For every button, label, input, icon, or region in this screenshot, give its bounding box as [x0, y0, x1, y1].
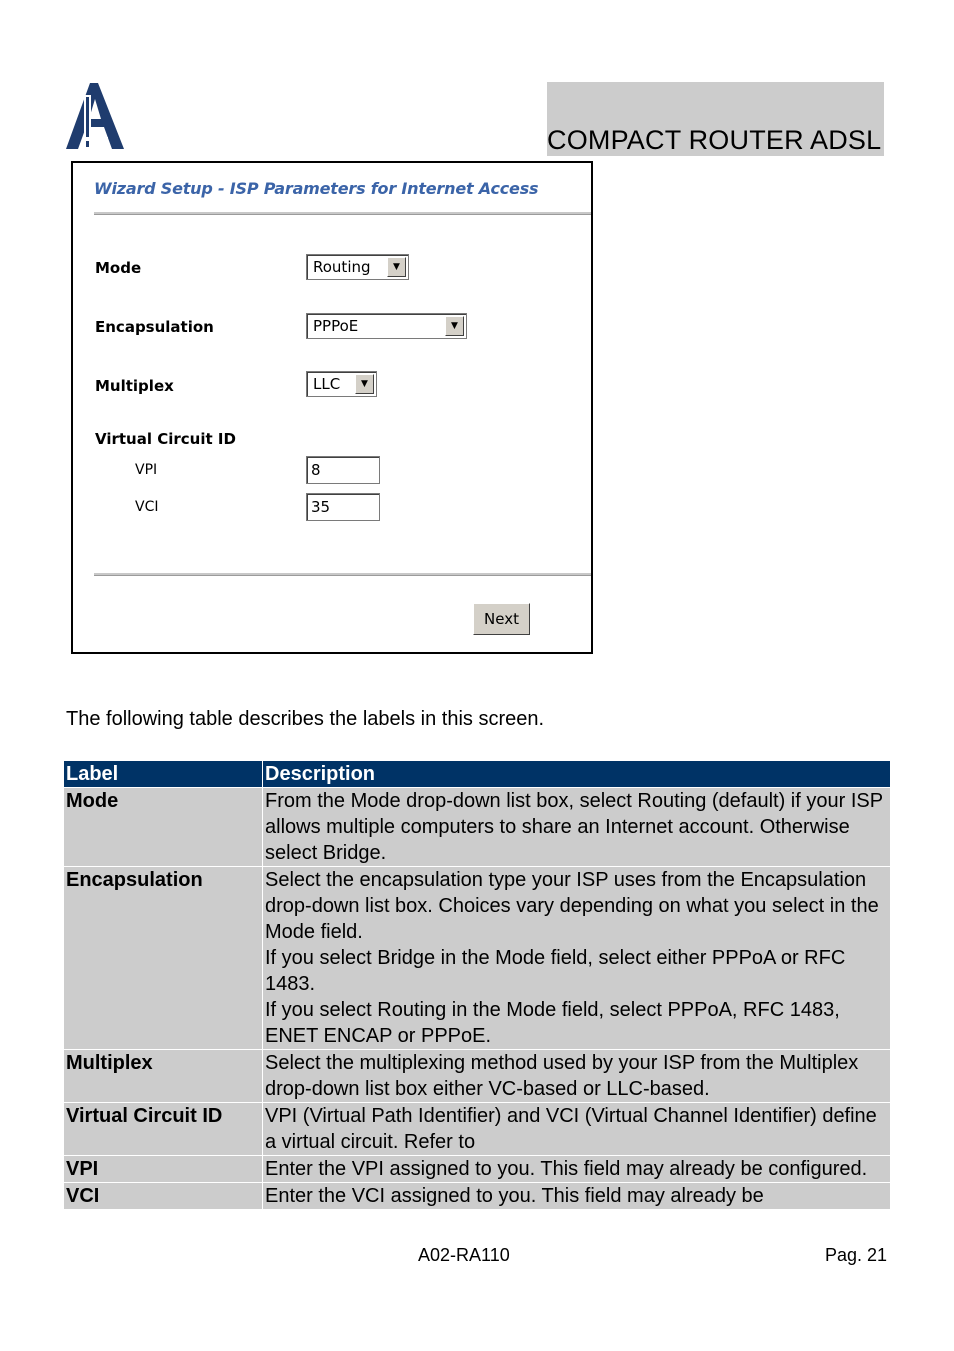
row-label: VCI: [64, 1183, 263, 1210]
table-header-description: Description: [263, 761, 891, 788]
row-label: Mode: [64, 788, 263, 867]
description-line: Select the encapsulation type your ISP uses from the Encapsulation drop-down list box. Choices vary depending on what you select in the Mode field.: [265, 869, 879, 943]
table-row: [64, 1050, 891, 1103]
multiplex-select[interactable]: [306, 371, 377, 397]
document-code: A02-RA110: [418, 1245, 510, 1265]
wizard-title: Wizard Setup - ISP Parameters for Internet Access: [94, 179, 539, 198]
atlantis-logo-icon: [64, 81, 126, 151]
row-description: [263, 1183, 891, 1210]
divider-bottom: [94, 573, 591, 576]
description-line: VPI (Virtual Path Identifier) and VCI (Virtual Channel Identifier) define a virtual circuit. Refer to: [265, 1105, 877, 1153]
chevron-down-icon[interactable]: ▼: [445, 316, 464, 336]
multiplex-label: Multiplex: [95, 377, 174, 395]
chevron-down-icon[interactable]: ▼: [387, 257, 406, 277]
table-row: [64, 1156, 891, 1183]
table-row: [64, 867, 891, 1050]
vci-input[interactable]: 35: [306, 493, 380, 521]
encapsulation-select-value: PPPoE: [313, 317, 359, 335]
encapsulation-label: Encapsulation: [95, 318, 214, 336]
row-description: [263, 867, 891, 1050]
vpi-input[interactable]: 8: [306, 456, 380, 484]
row-label: Encapsulation: [64, 867, 263, 1050]
divider-top: [94, 212, 591, 215]
description-line: Select the multiplexing method used by your ISP from the Multiplex drop-down list box either VC-based or LLC-based.: [265, 1052, 859, 1100]
row-description: [263, 788, 891, 867]
vci-label: VCI: [135, 499, 159, 515]
row-label: Multiplex: [64, 1050, 263, 1103]
table-row: [64, 1103, 891, 1156]
virtual-circuit-id-label: Virtual Circuit ID: [95, 430, 236, 448]
mode-label: Mode: [95, 259, 142, 277]
mode-select-value: Routing: [313, 258, 371, 276]
vpi-label: VPI: [135, 462, 158, 478]
row-description: [263, 1050, 891, 1103]
row-description: [263, 1103, 891, 1156]
label-description-table: [63, 760, 891, 1210]
description-line: If you select Routing in the Mode field, select PPPoA, RFC 1483, ENET ENCAP or PPPoE.: [265, 999, 840, 1047]
row-label: VPI: [64, 1156, 263, 1183]
table-header-row: [64, 761, 891, 788]
description-line: Enter the VPI assigned to you. This field may already be configured.: [265, 1158, 868, 1180]
chevron-down-icon[interactable]: ▼: [355, 374, 374, 394]
row-label: Virtual Circuit ID: [64, 1103, 263, 1156]
mode-select[interactable]: [306, 254, 409, 280]
page-number: Pag. 21: [824, 1245, 887, 1265]
intro-text: The following table describes the labels in this screen.: [66, 708, 545, 730]
table-row: [64, 788, 891, 867]
table-header-label: Label: [64, 761, 263, 788]
table-row: [64, 1183, 891, 1210]
page-title: COMPACT ROUTER ADSL: [547, 125, 882, 155]
description-line: Enter the VCI assigned to you. This field may already be: [265, 1185, 764, 1207]
row-description: [263, 1156, 891, 1183]
next-button[interactable]: Next: [473, 603, 530, 635]
description-line: From the Mode drop-down list box, select Routing (default) if your ISP allows multiple computers to share an Internet account. Otherwise select Bridge.: [265, 790, 883, 864]
description-line: If you select Bridge in the Mode field, select either PPPoA or RFC 1483.: [265, 947, 846, 995]
wizard-screenshot: [71, 161, 593, 654]
multiplex-select-value: LLC: [313, 375, 341, 393]
encapsulation-select[interactable]: [306, 313, 467, 339]
